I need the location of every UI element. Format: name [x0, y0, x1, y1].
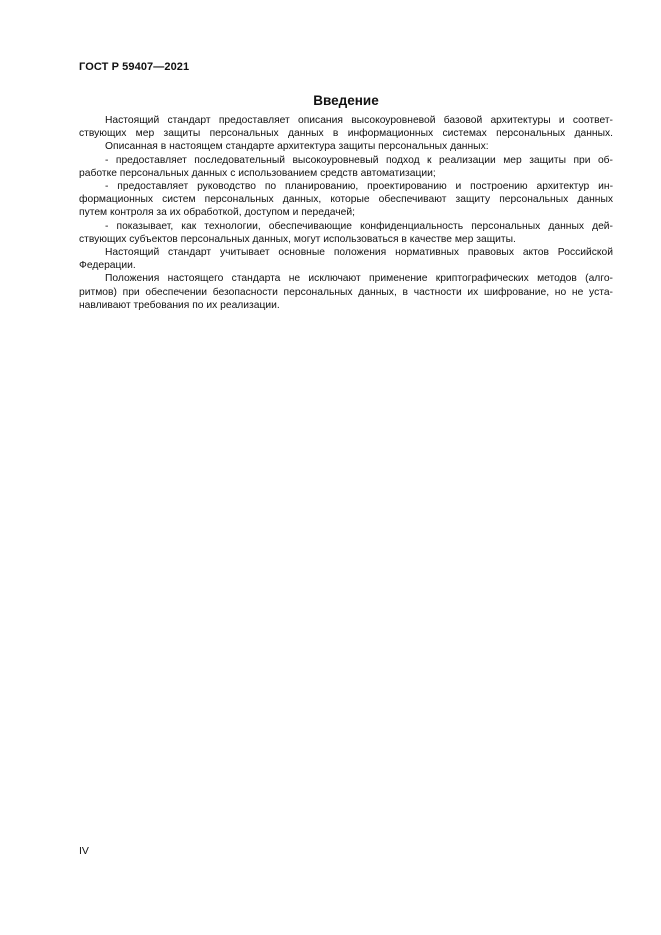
text-line: Описанная в настоящем стандарте архитектура защиты персональных данных: — [105, 141, 489, 153]
text-line: - предоставляет последовательный высокоуровневый подход к реализации мер защиты при об- — [105, 154, 613, 166]
introduction-text — [79, 114, 613, 312]
page-number: IV — [79, 845, 89, 857]
text-line: работке персональных данных с использованием средств автоматизации; — [79, 167, 436, 179]
text-line: путем контроля за их обработкой, доступом и передачей; — [79, 207, 355, 219]
text-line: Федерации. — [79, 260, 136, 272]
text-line: ствующих мер защиты персональных данных в информационных системах персональных данных. — [79, 128, 613, 140]
text-line: Настоящий стандарт предоставляет описания высокоуровневой базовой архитектуры и соответ- — [105, 115, 613, 126]
section-title: Введение — [313, 93, 379, 108]
text-line: навливают требования по их реализации. — [79, 299, 280, 311]
document-id: ГОСТ Р 59407—2021 — [79, 61, 190, 73]
text-line: - показывает, как технологии, обеспечивающие конфиденциальность персональных данных дей- — [105, 220, 613, 232]
text-line: Положения настоящего стандарта не исключают применение криптографических методов (алго- — [105, 273, 613, 285]
text-line: ствующих субъектов персональных данных, могут использоваться в качестве мер защиты. — [79, 233, 516, 245]
text-line: Настоящий стандарт учитывает основные положения нормативных правовых актов Российской — [105, 247, 613, 259]
text-line: - предоставляет руководство по планированию, проектированию и построению архитектур ин- — [105, 181, 613, 193]
text-line: формационных систем персональных данных, которые обеспечивают защиту персональных данных — [79, 194, 613, 206]
text-line: ритмов) при обеспечении безопасности персональных данных, в частности их шифрование, но не уста- — [79, 286, 613, 298]
